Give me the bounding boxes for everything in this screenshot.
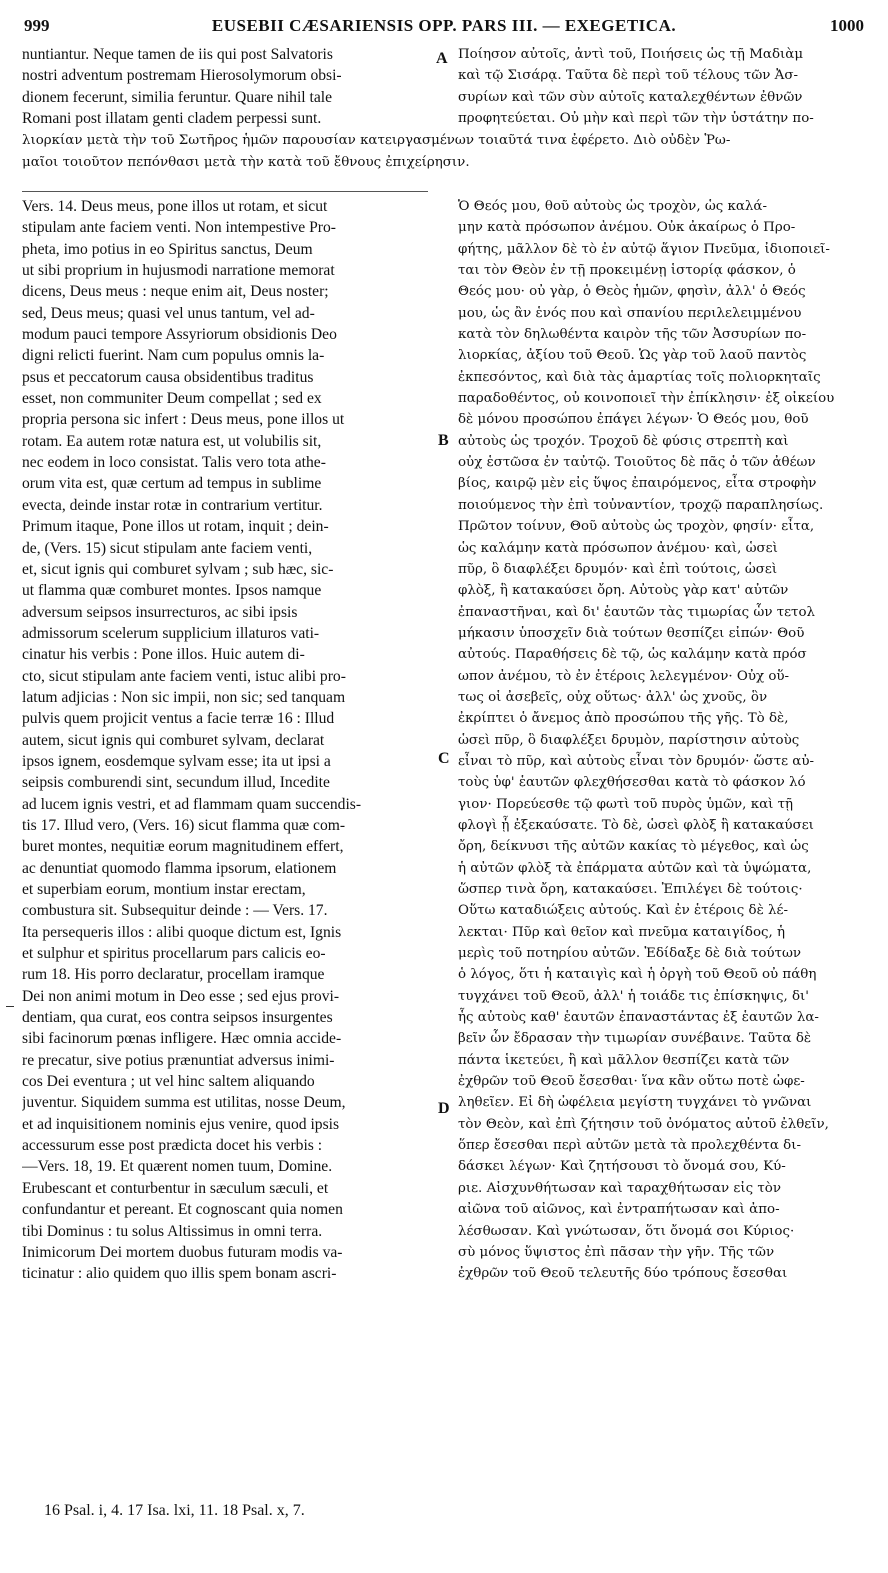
text-line: ωπον ἀνέμου, τὸ ἐν ἑτέροις λελεγμένον· Οὐχ οὕ- (458, 668, 790, 684)
text-line: μου, ὡς ἂν ἑνός που καὶ σπανίου περιλελειμμένου (458, 305, 802, 321)
text-line: τοὺς ὑφ' ἑαυτῶν φλεχθήσεσθαι κατὰ τὸ φάσκον λό (458, 775, 806, 791)
text-line: δάσκει λέγων· Καὶ ζητήσουσι τὸ ὄνομά σου, Κύ- (458, 1159, 786, 1175)
running-title: EUSEBII CÆSARIENSIS OPP. PARS III. — EXEGETICA. (211, 16, 677, 35)
text-line: παραδοθέντος, οὐ κοινοποιεῖ τὴν ἐπίκλησιν· ἐξ οἰκείου (458, 391, 835, 407)
text-line: ἐχθρῶν τοῦ Θεοῦ ἔσεσθαι· ἵνα κἂν οὕτω ποτὲ ὠφε- (458, 1074, 805, 1090)
text-line: ticinatur : alio quidem quo illis spem bonam ascri- (22, 1265, 337, 1283)
text-line: ὁ λόγος, ὅτι ἡ καταιγὶς καὶ ἡ ὀργὴ τοῦ Θεοῦ οὐ πάθη (458, 967, 817, 983)
text-line: Inimicorum Dei mortem duobus futuram modis va- (22, 1243, 343, 1261)
text-line: rotam. Ea autem rotæ natura est, ut volubilis sit, (22, 432, 322, 450)
text-line: μερὶς τοῦ ποτηρίου αὐτῶν. Ἐδίδαξε δὲ διὰ τούτων (458, 946, 802, 962)
text-line: cto, sicut stipulam ante faciem venti, istuc alibi pro- (22, 667, 346, 685)
latin-column-main (22, 196, 426, 1285)
text-line: et ad inquisitionem nominis ejus venire, quod ipsis (22, 1115, 340, 1133)
text-line: Primum itaque, Pone illos ut rotam, inquit ; dein- (22, 518, 329, 536)
text-line: accessurum esse post prædicta docet his verbis : (22, 1137, 323, 1155)
text-line: ποιούμενος τὴν ἐπὶ τοὐναντίον, τροχῷ παραπλησίως. (458, 497, 824, 513)
text-line: ut sibi proprium in hujusmodi narratione memorat (22, 262, 335, 280)
text-line: propria persona sic infert : Deus meus, pone illos ut (22, 411, 345, 429)
text-line: ad lucem ignis vestri, et ad flammam quam succendis- (22, 795, 362, 813)
latin-column-top (22, 44, 426, 129)
text-line: γιον· Πορεύεσθε τῷ φωτὶ τοῦ πυρὸς ὑμῶν, καὶ τῇ (458, 796, 794, 812)
text-line: δὲ μόνου προσώπου ἐπάγει λέγων· Ὁ Θεός μου, θοῦ (458, 412, 809, 428)
text-line: seipsis comburendi sint, secundum illud, Incedite (22, 774, 330, 792)
text-line: autem, sicut ignis qui comburet sylvam, declarat (22, 731, 325, 749)
text-line: Vers. 14. Deus meus, pone illos ut rotam, et sicut (22, 198, 328, 215)
text-line: confundantur et pereant. Et cognoscant quia nomen (22, 1201, 343, 1219)
text-line: nec eodem in loco consistat. Talis vero tota athe- (22, 454, 326, 472)
text-line: Dei non animi motum in Deo esse ; sed ejus provi- (22, 987, 340, 1005)
text-line: καὶ τῷ Σισάρᾳ. Ταῦτα δὲ περὶ τοῦ τέλους τῶν Ἀσ- (458, 68, 798, 84)
text-line: nuntiantur. Neque tamen de iis qui post Salvatoris (22, 46, 333, 63)
text-line: ὅπερ ἔσεσθαι περὶ αὐτῶν μετὰ τὰ προλεχθέντα δι- (458, 1138, 801, 1154)
text-line: κατὰ τὸν δηλωθέντα καιρὸν τῆς τῶν Ἀσσυρίων πο- (458, 327, 807, 343)
text-line: combustura sit. Subsequitur deinde : — Vers. 17. (22, 902, 328, 920)
text-line: Ὁ Θεός μου, θοῦ αὐτοὺς ὡς τροχὸν, ὡς καλά- (458, 199, 767, 214)
text-line: buret montes, nequitiæ eorum magnitudinem effert, (22, 838, 344, 856)
text-line: πῦρ, ὃ διαφλέξει δρυμόν· καὶ ἐπὶ τούτοις, ὡσεὶ (458, 561, 778, 577)
text-line: psus et peccatorum causa obsidentibus traditus (22, 368, 314, 386)
text-line: ipsos ignem, eosdemque sylvam esse; ita ut ipsi a (22, 752, 331, 770)
text-line: λέσθωσαν. Καὶ γνώτωσαν, ὅτι ὄνομά σοι Κύριος· (458, 1223, 795, 1239)
page-number-right: 1000 (830, 16, 864, 35)
text-line: re precatur, sive potius prænuntiat adversus inimi- (22, 1051, 335, 1069)
text-line: ὥσπερ τινὰ ὄρη, κατακαύσει. Ἐπιλέγει δὲ τούτοις· (458, 882, 803, 897)
text-line: adversum seipsos insurrecturos, ac sibi ipsis (22, 603, 298, 621)
text-line: pheta, imo potius in eo Spiritus sanctus, Deum (22, 240, 313, 258)
text-line: rum 18. His porro declaratur, procellam iramque (22, 966, 325, 984)
text-line: latum adjicias : Non sic impii, non sic; sed tanquam (22, 688, 346, 706)
text-line: et, sicut ignis qui comburet sylvam ; sub hæc, sic- (22, 560, 334, 578)
text-line: sibi facinorum pœnas infligere. Hæc omnia accide- (22, 1030, 342, 1048)
margin-marker-b: B (438, 432, 449, 449)
text-line: ὄρη, δείκνυσι τῆς αὐτῶν κακίας τὸ μέγεθος, καὶ ὡς (458, 839, 809, 855)
text-line: dionem fecerunt, similia feruntur. Quare nihil tale (22, 88, 333, 106)
text-line: λιορκίας, ἀξίου τοῦ Θεοῦ. Ὡς γὰρ τοῦ λαοῦ παντὸς (458, 348, 807, 364)
text-line: admissorum scelerum supplicium illaturos vati- (22, 624, 320, 642)
text-line: μαῖοι τοιοῦτον πεπόνθασι μετὰ τὴν κατὰ τοῦ ἔθνους ἐπιχείρησιν. (22, 154, 470, 170)
text-line: ut flamma quæ comburet montes. Ipsos namque (22, 582, 322, 600)
text-line: modum pauci tempore Assyriorum obsidionis Deo (22, 326, 337, 344)
greek-column-main (458, 196, 872, 1285)
text-line: Ποίησον αὐτοῖς, ἀντὶ τοῦ, Ποιήσεις ὡς τῇ Μαδιὰμ (458, 47, 804, 62)
text-line: ἐκπεσόντος, καὶ διὰ τὰς ἁμαρτίας τοῖς πολιορκηταῖς (458, 369, 821, 385)
text-line: φήτης, μᾶλλον δὲ τὸ ἐν αὐτῷ ἅγιον Πνεῦμα, ἰδιοποιεῖ- (458, 241, 830, 257)
text-line: cinatur his verbis : Pone illos. Huic autem di- (22, 646, 305, 664)
text-line: τως οἱ ἀσεβεῖς, οὐχ οὕτως· ἀλλ' ὡς χνοῦς, ὃν (458, 689, 768, 705)
column-rule (22, 191, 428, 192)
text-line: ται τὸν Θεὸν ἐν τῇ προκειμένῃ ἱστορίᾳ φάσκον, ὁ (458, 263, 796, 279)
text-line: αἰῶνα τοῦ αἰῶνος, καὶ ἐντραπήτωσαν καὶ ἀπο- (458, 1202, 780, 1218)
text-line: Erubescant et conturbentur in sæculum sæculi, et (22, 1179, 329, 1197)
text-line: cos Dei eventura ; ut vel hinc saltem aliquando (22, 1073, 315, 1091)
text-line: φλὸξ, ἣ κατακαύσει ὄρη. Αὐτοὺς γὰρ κατ' αὐτῶν (458, 583, 789, 599)
running-header (20, 14, 868, 40)
text-line: ἐπαναστῆναι, καὶ δι' ἑαυτῶν τὰς τιμωρίας ὧν τετολ (458, 604, 816, 620)
text-line: ληθεῖεν. Εἰ δὴ ὠφέλεια μεγίστη τυγχάνει τὸ γνῶναι (458, 1095, 812, 1111)
text-line: σὺ μόνος ὕψιστος ἐπὶ πᾶσαν τὴν γῆν. Τῆς τῶν (458, 1244, 775, 1260)
text-line: τυγχάνει τοῦ Θεοῦ, ἀλλ' ἡ τοιάδε τις ἐπίσκηψις, δι' (458, 988, 809, 1004)
text-line: αὐτοὺς ὡς τροχόν. Τροχοῦ δὲ φύσις στρεπτὴ καὶ (458, 433, 789, 449)
text-line: nostri adventum postremam Hierosolymorum obsi- (22, 67, 342, 85)
text-line: ἧς αὐτοὺς καθ' ἑαυτῶν ἐπαναστάντας ἐξ ἑαυτῶν λα- (458, 1010, 819, 1026)
text-line: dentiam, qua curat, eos contra seipsos insurgentes (22, 1009, 333, 1027)
text-line: βίος, καιρῷ μὲν εἰς ὕψος ἐπαιρόμενος, εἶτα στροφὴν (458, 476, 817, 492)
text-line: esset, non communiter Deum compellat ; sed ex (22, 390, 322, 408)
text-line: ἡ αὐτῶν φλὸξ τὰ ἐπάρματα αὐτῶν καὶ τὰ ὑψώματα, (458, 860, 812, 876)
text-line: Πρῶτον τοίνυν, Θοῦ αὐτοὺς ὡς τροχὸν, φησίν· εἶτα, (458, 519, 815, 535)
text-line: λεκται· Πῦρ καὶ θεῖον καὶ πνεῦμα καταιγίδος, ἡ (458, 924, 786, 940)
text-line: ὡσεὶ πῦρ, ὃ διαφλέξει δρυμὸν, παρίστησιν αὐτοὺς (458, 732, 800, 748)
text-line: πάντα ἱκετεύει, ἢ καὶ μᾶλλον θεσπίζει κατὰ τῶν (458, 1052, 790, 1068)
footnotes: 16 Psal. i, 4. 17 Isa. lxi, 11. 18 Psal. x, 7. (44, 1502, 305, 1519)
text-line: pulvis quem projicit ventus a facie terræ 16 : Illud (22, 710, 335, 728)
text-line: εἶναι τὸ πῦρ, καὶ αὐτοὺς εἶναι τὸν δρυμόν· ὥστε αὐ- (458, 753, 815, 769)
text-line: stipulam ante faciem venti. Non intempestive Pro- (22, 219, 336, 237)
margin-dash (6, 1006, 14, 1007)
greek-column-top (458, 44, 872, 129)
margin-marker-c: C (438, 750, 450, 767)
text-line: προφητεύεται. Οὐ μὴν καὶ περὶ τῶν τὴν ὑστάτην πο- (458, 111, 814, 127)
text-line: orum vita est, quæ certum ad tempus in sublime (22, 475, 322, 493)
text-line: et sulphur et spiritus procellarum pars calicis eo- (22, 945, 326, 963)
text-line: μην κατὰ πρόσωπον ἀνέμου. Οὐκ ἀκαίρως ὁ Προ- (458, 220, 796, 236)
page-number-left: 999 (24, 16, 50, 35)
text-line: dicens, Deus meus : neque enim ait, Deus noster; (22, 283, 329, 301)
text-line: μήκασιν ὑποσχεῖν διὰ τούτων θεσπίζει εἰπών· Θοῦ (458, 625, 805, 641)
text-line: sed, Deus meus; quasi vel unus tantum, vel ad- (22, 304, 315, 322)
text-line: βεῖν ὧν ἔδρασαν τὴν τιμωρίαν συνέβαινε. Ταῦτα δὲ (458, 1031, 812, 1047)
text-line: et superbiam eorum, montium instar erectam, (22, 881, 306, 898)
text-line: οὐχ ἑστῶσα ἐν ταὐτῷ. Τοιοῦτος δὲ πᾶς ὁ τῶν ἀθέων (458, 455, 816, 471)
text-line: evecta, deinde instar rotæ in contrarium vertitur. (22, 496, 323, 514)
text-line: ὡς καλάμην κατὰ πρόσωπον ἀνέμου· καὶ, ὡσεὶ (458, 540, 778, 556)
text-line: Θεός μου· οὐ γὰρ, ὁ Θεὸς ἡμῶν, φησὶν, ἀλλ' ὁ Θεός (458, 284, 806, 300)
text-line: de, (Vers. 15) sicut stipulam ante faciem venti, (22, 539, 313, 557)
text-line: Οὕτω καταδιώξεις αὐτούς. Καὶ ἐν ἑτέροις δὲ λέ- (458, 903, 788, 919)
text-line: Romani post illatam genti cladem perpessi sunt. (22, 110, 322, 128)
text-line: τὸν Θεὸν, καὶ ἐπὶ ζήτησιν τοῦ ὀνόματος αὐτοῦ ἐλθεῖν, (458, 1116, 829, 1132)
text-line: ac denuntiat quomodo flamma ipsorum, elationem (22, 859, 337, 877)
text-line: Ita persequeris illos : alibi quoque dictum est, Ignis (22, 923, 342, 941)
text-line: tibi Dominus : tu solus Altissimus in omni terra. (22, 1222, 323, 1240)
margin-marker-a: A (436, 50, 448, 67)
text-line: αὐτούς. Παραθήσεις δὲ τῷ, ὡς καλάμην κατὰ πρόσ (458, 647, 807, 663)
text-line: συρίων καὶ τῶν σὺν αὐτοῖς καταλεχθέντων ἐθνῶν (458, 89, 803, 105)
text-line: φλογὶ ᾗ ἐξεκαύσατε. Τὸ δὲ, ὡσεὶ φλὸξ ἣ κατακαύσει (458, 817, 814, 833)
text-line: ριε. Αἰσχυνθήτωσαν καὶ ταραχθήτωσαν εἰς τὸν (458, 1180, 781, 1196)
text-line: digni relicti fuerint. Nam cum populus omnis la- (22, 347, 325, 365)
text-line: juventur. Siquidem summa est utilitas, nosse Deum, (22, 1094, 346, 1112)
margin-marker-d: D (438, 1100, 450, 1117)
greek-spanning-lines (22, 130, 872, 173)
text-line: λιορκίαν μετὰ τὴν τοῦ Σωτῆρος ἡμῶν παρουσίαν κατειργασμένων τοιαῦτά τινα ἐφέρετο. Διὸ οὐδὲν Ῥω- (22, 133, 731, 148)
text-line: ἐκρίπτει ὁ ἄνεμος ἀπὸ προσώπου τῆς γῆς. Τὸ δὲ, (458, 711, 789, 727)
text-line: —Vers. 18, 19. Et quærent nomen tuum, Domine. (22, 1158, 333, 1176)
text-line: ἐχθρῶν τοῦ Θεοῦ τελευτῆς δύο τρόπους ἔσεσθαι (458, 1266, 788, 1282)
text-line: tis 17. Illud vero, (Vers. 16) sicut flamma quæ com- (22, 816, 346, 834)
